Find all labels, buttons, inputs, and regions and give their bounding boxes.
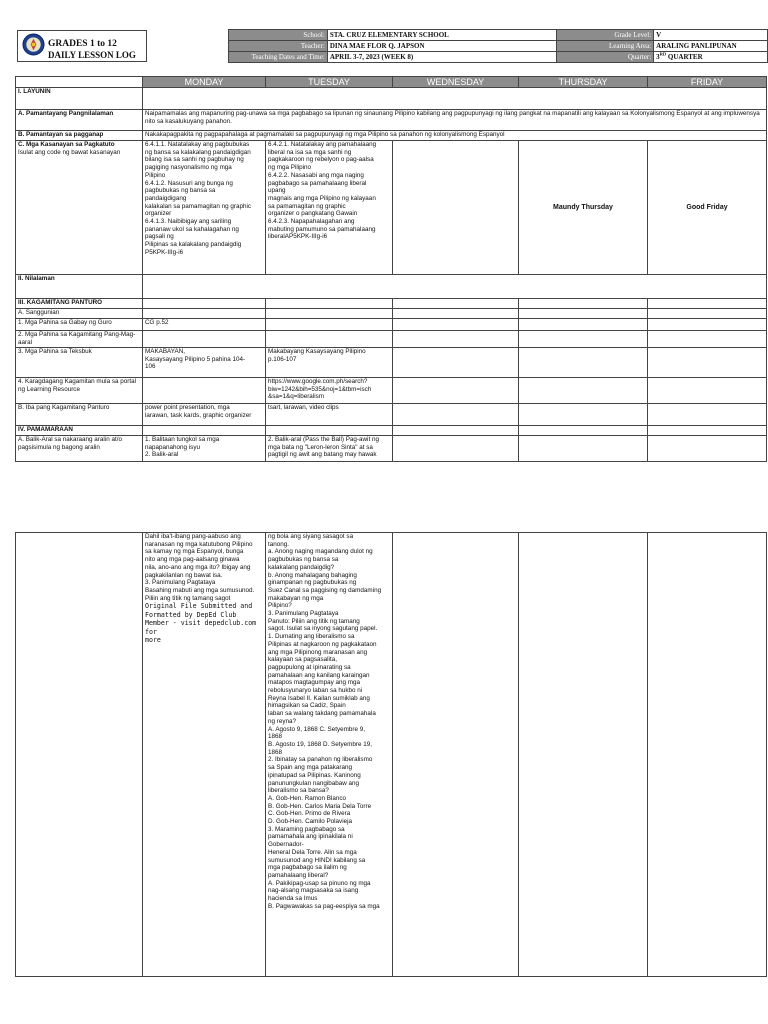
kasanayan-tuesday-line: ng mga Pilipino <box>268 164 312 172</box>
continuation-monday <box>143 533 266 977</box>
tuesday-continuation-line: pamahalaang liberal? <box>268 871 329 879</box>
empty-cell <box>648 404 767 426</box>
tuesday-continuation-line: sa Spain ang mga patakarang <box>268 764 353 772</box>
kasanayan-monday-line: pagiging nasyonalismo ng mga <box>145 164 232 172</box>
good-friday-label: Good Friday <box>648 141 767 275</box>
tuesday-continuation-line: pagpupulong at ipinarating sa <box>268 663 351 671</box>
empty-cell <box>143 309 266 319</box>
balik-aral-tuesday <box>266 436 393 462</box>
tuesday-continuation-line: pamahalaan ang kanilang karaingan <box>268 671 370 679</box>
kasanayan-monday-line: pagbubukas ng bansa sa <box>145 187 216 195</box>
tuesday-continuation-line: Pilipino? <box>268 602 292 610</box>
kasanayan-tuesday-line: mabuting pamumuno sa pamahalaang <box>268 225 376 233</box>
kasanayan-tuesday-line: organizer o pangkatang Gawain <box>268 210 358 218</box>
monday-continuation-line: Basahing mabuti ang mga sumusunod. <box>145 586 255 594</box>
kasanayan-monday <box>143 141 266 275</box>
corner-cell <box>16 77 143 88</box>
kasanayan-label: C. Mga Kasanayan sa Pagkatuto <box>18 141 115 148</box>
empty-cell <box>393 533 519 977</box>
empty-cell <box>393 331 519 348</box>
kagamitang-pang-mag-aaral-label: 2. Mga Pahina sa Kagamitang Pang-Mag-aaral <box>16 331 143 348</box>
kasanayan-tuesday <box>266 141 393 275</box>
pamantayang-pangnilalaman-label: A. Pamantayang Pangnilalaman <box>16 110 143 131</box>
empty-cell <box>393 436 519 462</box>
tuesday-continuation-line: makabayan ng mga <box>268 594 324 602</box>
kasanayan-monday-line: 6.4.1.1. Natatalakay ang pagbubukas <box>145 141 250 148</box>
empty-cell <box>648 309 767 319</box>
empty-cell <box>266 426 393 436</box>
empty-cell <box>519 331 648 348</box>
empty-cell <box>648 426 767 436</box>
day-header-tuesday: TUESDAY <box>266 77 393 88</box>
empty-cell <box>143 299 266 309</box>
dates-value: APRIL 3-7, 2023 (WEEK 8) <box>327 52 557 63</box>
tuesday-continuation-line: ng bola ang siyang sasagot sa <box>268 533 354 540</box>
balik-aral-monday <box>143 436 266 462</box>
quarter-word: QUARTER <box>666 53 703 61</box>
kasanayan-tuesday-line: pagkakaroon ng rebelyon o pag-aalsa <box>268 156 374 164</box>
day-header-thursday: THURSDAY <box>519 77 648 88</box>
layunin-content <box>143 88 767 110</box>
kasanayan-monday-line: ng bansa sa kalakalang pandaigdigan <box>145 148 251 156</box>
tuesday-continuation-line: A. Pakikipag-usap sa pinuno ng mga <box>268 879 371 887</box>
teksbuk-tuesday-line: p.106-107 <box>268 355 297 363</box>
empty-cell <box>266 319 393 331</box>
iba-pang-monday-line: larawan, task kards, graphic organizer <box>145 411 252 419</box>
tuesday-continuation-line: Panuto: Piliin ang titik ng tamang <box>268 617 360 625</box>
pamantayang-pangnilalaman-text: Naipamamalas ang mapanuring pag-unawa sa mga pagbabago sa lipunan ng sinaunang Pilipino kabilang ang pagpupunyagi ng ilang pangkat na mapanatili ang kalayaan sa Kolonyalismong Espanyol at ang impluwensya nito sa kasalukuyang panahon. <box>143 110 767 131</box>
dates-label: Teaching Dates and Time: <box>229 52 328 63</box>
teksbuk-monday <box>143 348 266 378</box>
tuesday-continuation-line: pagbubukas ng bansa sa <box>268 556 339 564</box>
empty-cell <box>648 319 767 331</box>
tuesday-continuation-line: tanong. <box>268 540 290 548</box>
empty-cell <box>519 319 648 331</box>
empty-cell <box>519 533 648 977</box>
maundy-thursday-label: Maundy Thursday <box>519 141 648 275</box>
tuesday-continuation-line: sagot. Isulat sa inyong sagutang papel. <box>268 625 378 633</box>
kasanayan-monday-line: pagsali ng <box>145 233 174 241</box>
empty-cell <box>393 309 519 319</box>
pamantayan-sa-pagganap-text: Nakakapagpakita ng pagpapahalaga at pagmamalaki sa pagpupunyagi ng mga Pilipino sa panahon ng kolonyalismong Espanyol <box>143 131 767 141</box>
resource-link-line[interactable]: &sa=1&q=liberalism <box>268 393 325 401</box>
continuation-tuesday <box>266 533 393 977</box>
tuesday-continuation-line: Suez Canal sa paggising ng damdaming <box>268 586 382 594</box>
empty-cell <box>266 331 393 348</box>
gabay-label: 1. Mga Pahina sa Gabay ng Guro <box>16 319 143 331</box>
empty-cell <box>393 378 519 404</box>
deped-logo-box <box>17 30 147 62</box>
depedclub-note-line: Original File Submitted and <box>145 602 253 611</box>
balik-aral-monday-line: napapanahong isyu <box>145 443 200 451</box>
teacher-label: Teacher: <box>229 41 328 52</box>
tuesday-continuation-line: 3. Panimulang Pagtataya <box>268 610 339 618</box>
tuesday-continuation-line: B. Agosto 19, 1868 D. Setyembre 19, <box>268 740 372 748</box>
tuesday-continuation-line: sumusunod ang HINDI kabilang sa <box>268 856 366 864</box>
monday-continuation-line: naranasan ng mga katutubong Pilipino <box>145 540 253 548</box>
empty-cell <box>519 426 648 436</box>
quarter-number: 3 <box>656 53 660 61</box>
kasanayan-tuesday-line: 6.4.2.2. Nasasabi ang mga naging <box>268 171 364 179</box>
kasanayan-tuesday-line: liberalAP5KPK-IIIg-i6 <box>268 233 328 241</box>
balik-aral-monday-line: 1. Balitaan tungkol sa mga <box>145 436 220 443</box>
teksbuk-monday-line: MAKABAYAN, <box>145 348 186 355</box>
kasanayan-sub: Isulat ang code ng bawat kasanayan <box>18 148 121 156</box>
day-header-monday: MONDAY <box>143 77 266 88</box>
grades-label: GRADES 1 to 12 <box>48 39 117 49</box>
kasanayan-monday-line: 6.4.1.3. Naibibigay ang sariling <box>145 218 232 226</box>
kasanayan-tuesday-line: sa pamamagitan ng graphic <box>268 202 346 210</box>
empty-cell <box>393 348 519 378</box>
tuesday-continuation-line: kalayaan sa pagsasalita, <box>268 656 337 664</box>
balik-aral-tuesday-line: 2. Balik-aral (Pass the Ball) Pag-awit ng <box>268 436 379 443</box>
kasanayan-monday-line: bilang isa sa sanhi ng pagbuhay ng <box>145 156 244 164</box>
section-pamamaraan: IV. PAMAMARAAN <box>16 426 143 436</box>
kasanayan-monday-line: Pilipino <box>145 171 166 179</box>
nilalaman-content <box>143 275 767 299</box>
pamantayan-sa-pagganap-label: B. Pamantayan sa pagganap <box>16 131 143 141</box>
tuesday-continuation-line: laban sa walang takdang pamamahala <box>268 710 376 718</box>
empty-cell <box>143 378 266 404</box>
empty-cell <box>648 299 767 309</box>
empty-cell <box>648 436 767 462</box>
tuesday-continuation-line: liberalismo sa bansa? <box>268 787 329 795</box>
tuesday-continuation-line: hacienda sa Imus <box>268 895 318 903</box>
sanggunian-label: A. Sanggunian <box>16 309 143 319</box>
tuesday-continuation-line: 2. Ibinatay sa panahon ng liberalismo <box>268 756 373 764</box>
empty-cell <box>393 404 519 426</box>
balik-aral-monday-line: 2. Balik-aral <box>145 451 179 459</box>
empty-cell <box>393 319 519 331</box>
monday-continuation-line: pagkakilanlan ng bawat isa. <box>145 571 223 579</box>
lesson-log-continuation-table <box>15 532 767 977</box>
tuesday-continuation-line: 3. Maraming pagbabago sa <box>268 825 345 833</box>
dll-label: DAILY LESSON LOG <box>48 50 136 60</box>
depedclub-note-line: Formatted by DepEd Club <box>145 610 237 619</box>
teksbuk-tuesday-line: Makabayang Kasaysayang Pilipino <box>268 348 366 355</box>
tuesday-continuation-line: B. Gob-Hen. Carlos Maria Dela Torre <box>268 802 372 810</box>
resource-link-line[interactable]: biw=1242&bih=535&noj=1&tbm=isch <box>268 385 372 393</box>
resource-link-line[interactable]: https://www.google.com.ph/search? <box>268 378 368 385</box>
kasanayan-wednesday <box>393 141 519 275</box>
kasanayan-tuesday-line: liberal na isa sa mga sanhi ng <box>268 148 352 156</box>
empty-cell <box>519 404 648 426</box>
kasanayan-monday-line: pandaigdigang <box>145 194 187 202</box>
day-header-friday: FRIDAY <box>648 77 767 88</box>
teksbuk-tuesday <box>266 348 393 378</box>
learning-area-label: Learning Area: <box>557 41 654 52</box>
quarter-suffix: RD <box>659 51 667 57</box>
tuesday-continuation-line: 1. Dumating ang liberalismo sa <box>268 633 355 641</box>
empty-cell <box>648 378 767 404</box>
tuesday-continuation-line: ng reyna? <box>268 717 297 725</box>
empty-cell <box>143 426 266 436</box>
continuation-label-cell <box>16 533 143 977</box>
teacher-value: DINA MAE FLOR Q. JAPSON <box>327 41 557 52</box>
empty-cell <box>519 299 648 309</box>
iba-pang-monday-line: power point presentation, mga <box>145 404 230 411</box>
iba-pang-tuesday: tsart, larawan, video clips <box>266 404 393 426</box>
tuesday-continuation-line: 1868 <box>268 748 283 756</box>
section-kagamitang-panturo: III. KAGAMITANG PANTURO <box>16 299 143 309</box>
tuesday-continuation-line: pamamahala ang ipinakilala ni <box>268 833 353 841</box>
school-label: School: <box>229 30 328 41</box>
tuesday-continuation-line: Pilipinas at nagkaroon ng pagkakataon <box>268 640 377 648</box>
tuesday-continuation-line: nag-alsang magsasaka sa isang <box>268 887 359 895</box>
iba-pang-monday <box>143 404 266 426</box>
kasanayan-tuesday-line: 6.4.2.3. Napapahalagahan ang <box>268 218 355 226</box>
kasanayan-tuesday-line: pagbabago sa pamahalaang liberal <box>268 179 367 187</box>
teksbuk-monday-line: Kasaysayang Pilipino 5 pahina 104- <box>145 355 246 363</box>
tuesday-continuation-line: panunungkulan nangibabaw ang <box>268 779 360 787</box>
monday-continuation-line: Piliin ang titik ng tamang sagot <box>145 594 231 602</box>
grade-level-value: V <box>654 30 768 41</box>
empty-cell <box>648 331 767 348</box>
kasanayan-tuesday-line: 6.4.2.1. Natatalakay ang pamahalaang <box>268 141 377 148</box>
kasanayan-label-cell <box>16 141 143 275</box>
tuesday-continuation-line: A. Agosto 9, 1868 C. Setyembre 9, <box>268 725 365 733</box>
balik-aral-label: A. Balik-Aral sa nakaraang aralin at/o pagsisimula ng bagong aralin <box>16 436 143 462</box>
tuesday-continuation-line: a. Anong naging magandang dulot ng <box>268 548 373 556</box>
tuesday-continuation-line: rebolusyunaryo laban sa hukbo ni <box>268 687 363 695</box>
school-value: STA. CRUZ ELEMENTARY SCHOOL <box>327 30 557 41</box>
tuesday-continuation-line: matapos magtagumpay ang mga <box>268 679 361 687</box>
kasanayan-monday-line: kalakalan sa pamamagitan ng graphic <box>145 202 252 210</box>
learning-area-value: ARALING PANLIPUNAN <box>654 41 768 52</box>
empty-cell <box>393 426 519 436</box>
lesson-log-table <box>15 76 767 462</box>
gabay-monday: CG p.52 <box>143 319 266 331</box>
kasanayan-monday-line: organizer <box>145 210 172 218</box>
teksbuk-label: 3. Mga Pahina sa Teksbuk <box>16 348 143 378</box>
iba-pang-label: B. Iba pang Kagamitang Panturo <box>16 404 143 426</box>
karagdagang-tuesday[interactable] <box>266 378 393 404</box>
tuesday-continuation-line: C. Gob-Hen. Primo de Rivera <box>268 810 351 818</box>
monday-continuation-line: sa kamay ng mga Espanyol, bunga <box>145 548 244 556</box>
empty-cell <box>519 436 648 462</box>
kasanayan-monday-line: Pilipinas sa kalakalang pandaigdig <box>145 241 242 249</box>
section-layunin: I. LAYUNIN <box>16 88 143 110</box>
tuesday-continuation-line: B. Pagwawakas sa pag-eespiya sa mga <box>268 902 380 910</box>
balik-aral-tuesday-line: pagtigil ng awit ang batang may hawak <box>268 451 377 459</box>
section-nilalaman: II. Nilalaman <box>16 275 143 299</box>
day-header-wednesday: WEDNESDAY <box>393 77 519 88</box>
tuesday-continuation-line: b. Anong mahalagang bahaging <box>268 571 357 579</box>
monday-continuation-line: 3. Panimulang Pagtataya <box>145 579 216 587</box>
tuesday-continuation-line: D. Gob-Hen. Camilo Polavieja <box>268 818 352 826</box>
teksbuk-monday-line: 106 <box>145 363 156 371</box>
deped-seal-icon <box>22 33 45 56</box>
empty-cell <box>266 299 393 309</box>
tuesday-continuation-line: Reyna Isabel II. Kailan sumiklab ang <box>268 694 370 702</box>
tuesday-continuation-line: Heneral Dela Torre. Alin sa mga <box>268 848 357 856</box>
tuesday-continuation-line: ipinatupad sa Pilipinas. Kaninong <box>268 771 361 779</box>
karagdagang-label: 4. Karagdagang Kagamitan mula sa portal ng Learning Resource <box>16 378 143 404</box>
empty-cell <box>648 533 767 977</box>
depedclub-note-line: more <box>145 635 161 644</box>
kasanayan-tuesday-line: upang <box>268 187 286 195</box>
empty-cell <box>648 348 767 378</box>
tuesday-continuation-line: 1868 <box>268 733 283 741</box>
balik-aral-tuesday-line: mga bata ng "Leron-leron Sinta" at sa <box>268 443 373 451</box>
empty-cell <box>519 309 648 319</box>
quarter-label: Quarter: <box>557 52 654 63</box>
empty-cell <box>393 299 519 309</box>
tuesday-continuation-line: ang mga Pilipinong maranasan ang <box>268 648 368 656</box>
tuesday-continuation-line: Gobernador- <box>268 841 304 849</box>
kasanayan-monday-line: pananaw ukol sa kahalagahan ng <box>145 225 239 233</box>
monday-continuation-line: Dahil iba't-ibang pang-aabuso ang <box>145 533 241 540</box>
tuesday-continuation-line: himagsikan sa Cadiz, Spain <box>268 702 346 710</box>
kasanayan-monday-line: 6.4.1.2. Nasusuri ang bunga ng <box>145 179 233 187</box>
tuesday-continuation-line: A. Gob-Hen. Ramon Blanco <box>268 794 347 802</box>
tuesday-continuation-line: kalakalang pandaigdig? <box>268 563 335 571</box>
empty-cell <box>266 309 393 319</box>
monday-continuation-line: nila, ano-ano ang mga ito? Ibigay ang <box>145 563 251 571</box>
empty-cell <box>519 378 648 404</box>
kasanayan-monday-line: P5KPK-IIIg-i6 <box>145 248 184 256</box>
depedclub-note-line: Member - visit depedclub.com for <box>145 619 261 636</box>
kasanayan-tuesday-line: magnais ang mga Pilipino ng kalayaan <box>268 194 376 202</box>
empty-cell <box>519 348 648 378</box>
monday-continuation-line: nito ang mga pag-aalsang ginawa <box>145 556 240 564</box>
tuesday-continuation-line: mga pagbabago sa ilalim ng <box>268 864 347 872</box>
grade-level-label: Grade Level: <box>557 30 654 41</box>
quarter-value <box>654 52 768 63</box>
empty-cell <box>143 331 266 348</box>
header-info-table <box>228 29 768 63</box>
tuesday-continuation-line: ginampanan ng pagbubukas ng <box>268 579 357 587</box>
